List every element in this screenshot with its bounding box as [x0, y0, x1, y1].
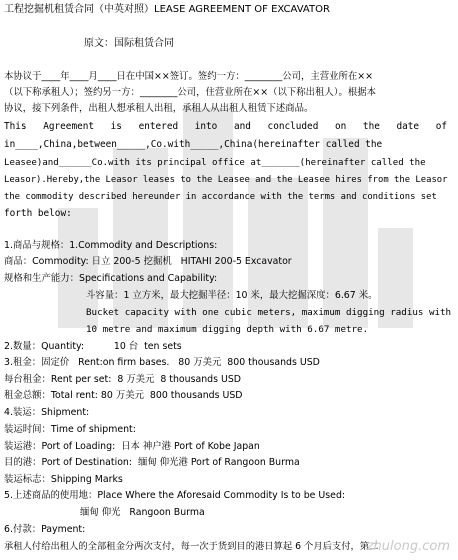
section-1-heading: 1.商品与规格：1.Commodity and Descriptions: [4, 240, 218, 251]
chinese-paragraph-line-3: 协议，接下列条件，出租人想承租人出租，承租人从出租人租赁下述商品。 [4, 103, 314, 114]
english-paragraph-line-1: This Agreement is entered into and concluded on the date of [4, 121, 448, 132]
section-4-heading: 4.装运：Shipment: [4, 407, 90, 418]
document-title: 工程挖掘机租赁合同（中英对照）LEASE AGREEMENT OF EXCAVATOR [4, 4, 330, 15]
rent-line: 3.租金：固定价 Rent:on firm bases. 80 万美元 800 thousands USD [4, 357, 320, 368]
chinese-paragraph-line-1: 本协议于____年____月____日在中国××签订。签约一方：________公司，主营业所在×× [4, 71, 373, 82]
port-of-destination-line: 目的港：Port of Destination: 缅甸 仰光港 Port of Rangoon Burma [4, 457, 300, 468]
section-6-heading: 6.付款：Payment: [4, 524, 86, 535]
time-of-shipment-line: 装运时间：Time of shipment: [4, 424, 136, 435]
rent-per-set-line: 每台租金：Rent per set: 8 万美元 8 thousands USD [4, 374, 242, 385]
specifications-chinese: 斗容量：1 立方米，最大挖掘半径：10 米，最大挖掘深度：6.67 米。 [86, 290, 378, 301]
document-subtitle: 原文：国际租赁合同 [84, 38, 174, 49]
english-paragraph-line-2: in____,China,between_____,Co.with_____,China(hereinafter called the [4, 139, 383, 150]
specifications-heading: 规格和生产能力：Specifications and Capability: [4, 273, 218, 284]
english-paragraph-line-4: Leasor).Hereby,the Leasor leases to the Leasee and the Leasee hires from the Leasor [4, 175, 448, 185]
place-of-use-line: 缅甸 仰光 Rangoon Burma [80, 507, 205, 518]
english-paragraph-line-6: forth below: [4, 208, 72, 219]
payment-line: 承租人付给出租人的全部租金分两次支付，每一次于货到目的港日算起 6 个月后支付，第二 [4, 541, 379, 552]
site-watermark: zhulong.com [366, 539, 450, 554]
quantity-line: 2.数量：Quantity: 10 台 ten sets [4, 341, 182, 352]
section-5-heading: 5.上述商品的使用地：Place Where the Aforesaid Commodity Is to be Used: [4, 490, 346, 501]
total-rent-line: 租金总额：Total rent: 80 万美元 800 thousands USD [4, 390, 243, 401]
port-of-loading-line: 装运港：Port of Loading: 日本 神户港 Port of Kobe Japan [4, 441, 260, 452]
specifications-english-1: Bucket capacity with one cubic meters, maximum digging radius with [86, 307, 452, 318]
shipping-marks-line: 装运标志：Shipping Marks [4, 474, 123, 485]
english-paragraph-line-5: the commodity described hereunder in accordance with the terms and conditions set [4, 192, 437, 202]
english-paragraph-line-3: Leasee)and______Co.with its principal office at_______(hereinafter called the [4, 158, 426, 168]
chinese-paragraph-line-2: （以下称承租人）；签约另一方：________公司，住营业所在××（以下称出租人）。根据本 [4, 87, 376, 98]
commodity-line: 商品：Commodity: 日立 200-5 挖掘机 HITAHI 200-5 Excavator [4, 256, 292, 267]
specifications-english-2: 10 metre and maximum digging depth with 6.67 metre. [86, 324, 369, 335]
